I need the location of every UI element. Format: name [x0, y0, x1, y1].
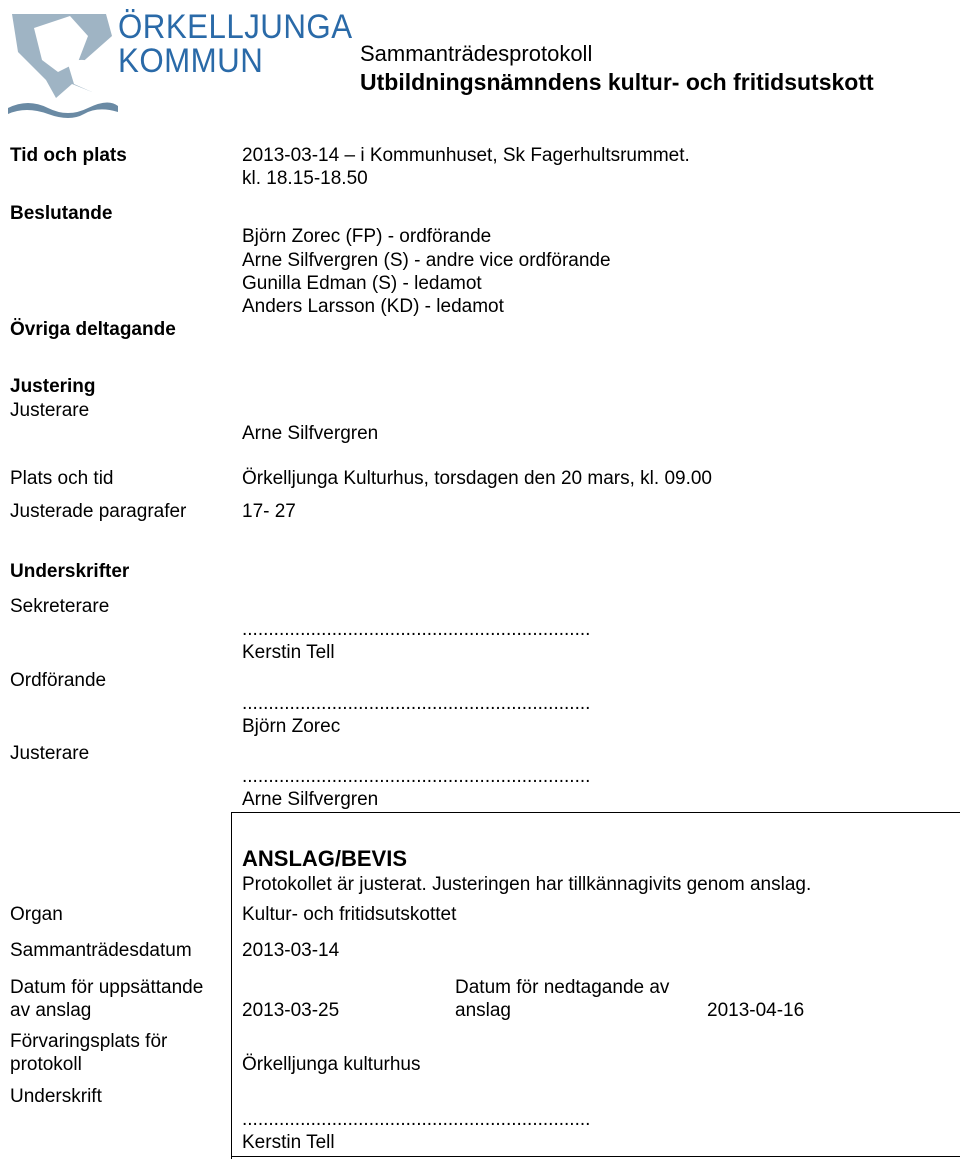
- justerare-signature-label: Justerare: [10, 743, 90, 764]
- document-title: Sammanträdesprotokoll: [360, 41, 593, 66]
- ordforande-name: Björn Zorec: [242, 716, 341, 737]
- justering-heading: Justering: [10, 376, 96, 397]
- nedtagande-value: 2013-04-16: [707, 1000, 805, 1021]
- logo-line2: KOMMUN: [118, 42, 264, 80]
- justerare-name: Arne Silfvergren: [242, 789, 379, 810]
- forvaringsplats-label-cont: protokoll: [10, 1054, 82, 1075]
- underskrift-label: Underskrift: [10, 1086, 102, 1107]
- sekreterare-label: Sekreterare: [10, 596, 110, 617]
- organ-label: Organ: [10, 904, 63, 925]
- uppsattande-label-cont: av anslag: [10, 1000, 92, 1021]
- plats-och-tid-label: Plats och tid: [10, 468, 114, 489]
- justerare-value: Arne Silfvergren: [242, 423, 379, 444]
- forvaringsplats-label: Förvaringsplats för: [10, 1031, 168, 1052]
- forvaringsplats-value: Örkelljunga kulturhus: [242, 1054, 421, 1075]
- organ-value: Kultur- och fritidsutskottet: [242, 904, 457, 925]
- ovriga-deltagande-label: Övriga deltagande: [10, 319, 176, 340]
- uppsattande-value: 2013-03-25: [242, 1000, 340, 1021]
- nedtagande-label-cont: anslag: [455, 1000, 511, 1021]
- justerade-paragrafer-value: 17- 27: [242, 501, 296, 522]
- signature-line: ..................................................................: [242, 766, 591, 787]
- anslag-left-border: [231, 812, 232, 1159]
- underskrifter-heading: Underskrifter: [10, 561, 130, 582]
- anslag-top-border: [231, 812, 960, 813]
- signature-line: ..................................................................: [242, 693, 591, 714]
- anslag-statement: Protokollet är justerat. Justeringen har tillkännagivits genom anslag.: [242, 874, 812, 895]
- underskrift-name: Kerstin Tell: [242, 1132, 335, 1153]
- justerade-paragrafer-label: Justerade paragrafer: [10, 501, 187, 522]
- tid-och-plats-value: 2013-03-14 – i Kommunhuset, Sk Fagerhultsrummet.: [242, 145, 690, 166]
- member-item: Arne Silfvergren (S) - andre vice ordförande: [242, 250, 611, 271]
- tid-och-plats-time: kl. 18.15-18.50: [242, 168, 368, 189]
- plats-och-tid-value: Örkelljunga Kulturhus, torsdagen den 20 mars, kl. 09.00: [242, 468, 712, 489]
- nedtagande-label: Datum för nedtagande av: [455, 977, 670, 998]
- member-item: Anders Larsson (KD) - ledamot: [242, 296, 504, 317]
- signature-line: ..................................................................: [242, 1109, 591, 1130]
- anslag-heading: ANSLAG/BEVIS: [242, 846, 408, 871]
- sekreterare-name: Kerstin Tell: [242, 642, 335, 663]
- committee-name: Utbildningsnämndens kultur- och fritidsutskott: [360, 69, 874, 95]
- kommun-logo: [8, 6, 353, 118]
- bell-emblem-icon: [8, 6, 118, 118]
- logo-line1: ÖRKELLJUNGA: [118, 8, 353, 46]
- anslag-bottom-border: [231, 1156, 960, 1157]
- uppsattande-label: Datum för uppsättande: [10, 977, 204, 998]
- member-item: Gunilla Edman (S) - ledamot: [242, 273, 482, 294]
- sammantradesdatum-label: Sammanträdesdatum: [10, 940, 192, 961]
- sammantradesdatum-value: 2013-03-14: [242, 940, 340, 961]
- ordforande-label: Ordförande: [10, 670, 107, 691]
- beslutande-label: Beslutande: [10, 203, 113, 224]
- signature-line: ..................................................................: [242, 619, 591, 640]
- justerare-label: Justerare: [10, 400, 90, 421]
- tid-och-plats-label: Tid och plats: [10, 145, 127, 166]
- member-item: Björn Zorec (FP) - ordförande: [242, 226, 492, 247]
